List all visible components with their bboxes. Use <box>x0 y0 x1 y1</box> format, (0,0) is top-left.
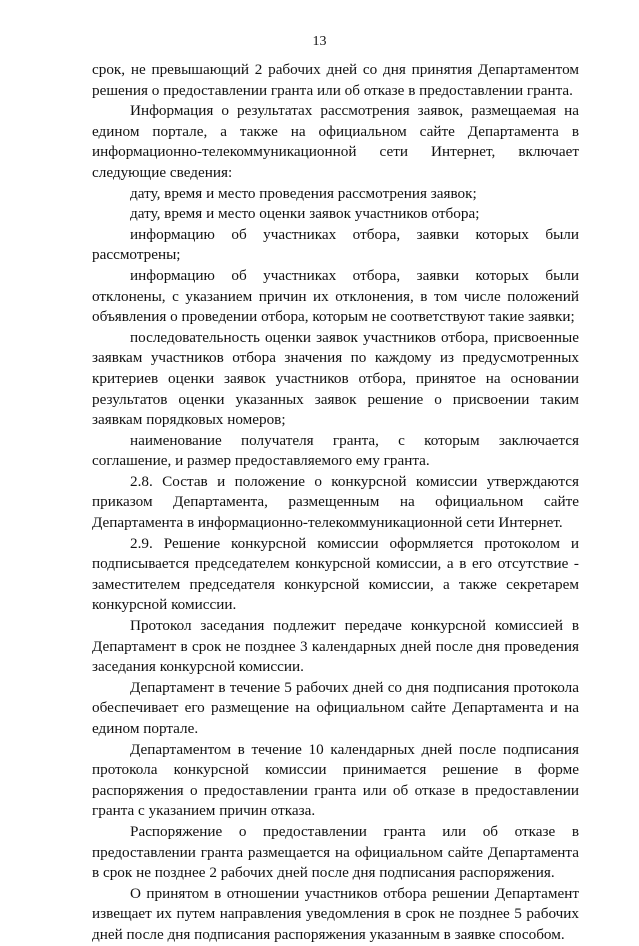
paragraph-continuation: срок, не превышающий 2 рабочих дней со дня принятия Департаментом решения о предоставлении гранта или об отказе в предоставлении гранта. <box>92 61 579 99</box>
list-item-evaluation-sequence: последовательность оценки заявок участников отбора, присвоенные заявкам участников отбора значения по каждому из предусмотренных критериев оценки заявок участников отбора, принятое на основании результатов оценки указанных заявок решение о присвоении таким заявкам порядковых номеров; <box>92 328 579 429</box>
paragraph-order-publication: Распоряжение о предоставлении гранта или об отказе в предоставлении гранта размещается на официальном сайте Департамента в срок не позднее 2 рабочих дней после дня подписания распоряжения. <box>92 822 579 882</box>
page-number: 13 <box>312 34 327 49</box>
list-item-rejected-participants: информацию об участниках отбора, заявки которых были отклонены, с указанием причин их отклонения, в том числе положений объявления о проведении отбора, которым не соответствуют такие заявки; <box>92 266 579 326</box>
list-item-reviewed-participants: информацию об участниках отбора, заявки которых были рассмотрены; <box>92 225 579 264</box>
list-item-review-date: дату, время и место проведения рассмотрения заявок; <box>130 184 477 202</box>
paragraph-section-2-8: 2.8. Состав и положение о конкурсной комиссии утверждаются приказом Департамента, размещенным на официальном сайте Департамента в информационно-телекоммуникационной сети Интернет. <box>92 472 579 532</box>
paragraph-protocol-publication: Департамент в течение 5 рабочих дней со дня подписания протокола обеспечивает его размещение на официальном сайте Департамента и на едином портале. <box>92 678 579 737</box>
list-item-evaluation-date: дату, время и место оценки заявок участников отбора; <box>130 205 480 223</box>
paragraph-section-2-9: 2.9. Решение конкурсной комиссии оформляется протоколом и подписывается председателем конкурсной комиссии, а в его отсутствие - заместителем председателя конкурсной комиссии, а также секретарем конкурсной комиссии. <box>92 534 579 614</box>
paragraph-notification: О принятом в отношении участников отбора решении Департамент извещает их путем направления уведомления в срок не позднее 5 рабочих дней после дня подписания распоряжения указанным в заявке способом. <box>92 884 579 943</box>
document-body <box>92 60 579 946</box>
list-item-grant-recipient: наименование получателя гранта, с которым заключается соглашение, и размер предоставляемого ему гранта. <box>92 431 579 470</box>
paragraph-decision: Департаментом в течение 10 календарных дней после подписания протокола конкурсной комиссии принимается решение в форме распоряжения о предоставлении гранта или об отказе в предоставлении гранта с указанием причин отказа. <box>92 740 579 820</box>
paragraph-protocol-transfer: Протокол заседания подлежит передаче конкурсной комиссией в Департамент в срок не позднее 3 календарных дней после дня проведения заседания конкурсной комиссии. <box>92 617 579 676</box>
paragraph-results-info: Информация о результатах рассмотрения заявок, размещаемая на едином портале, а также на официальном сайте Департамента в информационно-телекоммуникационной сети Интернет, включает следующие сведения: <box>92 102 579 181</box>
